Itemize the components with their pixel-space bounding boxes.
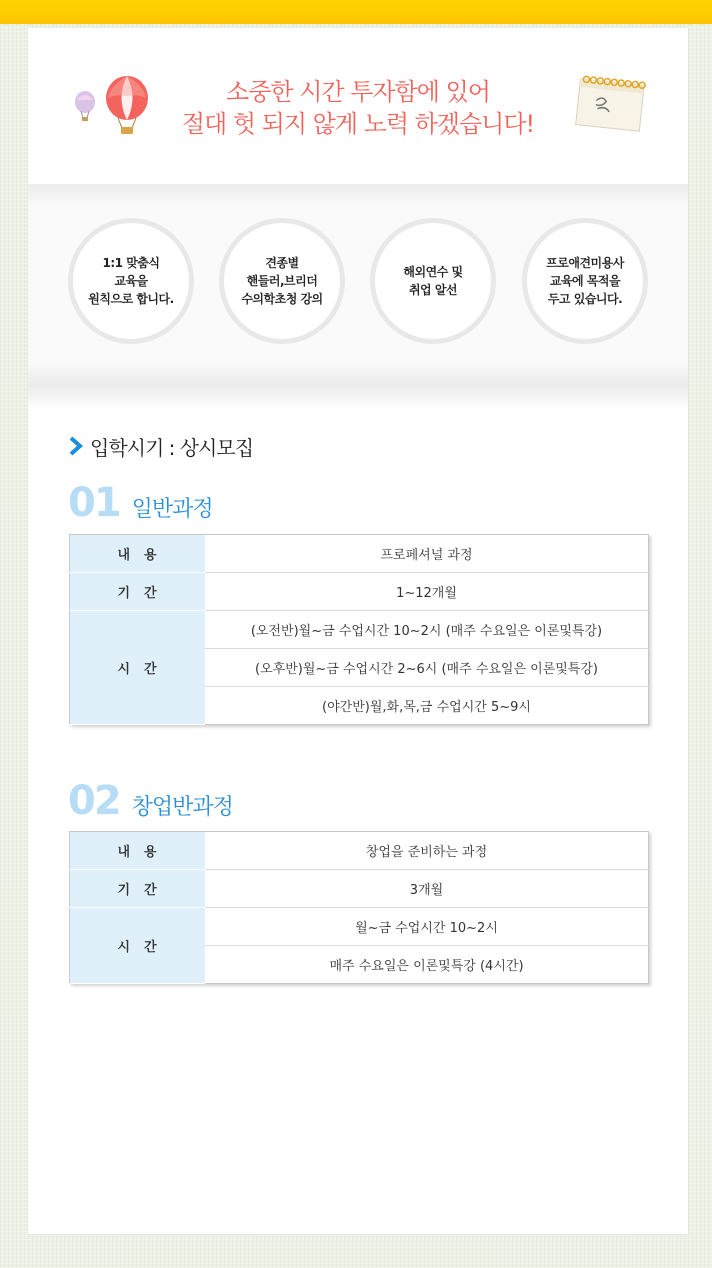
row-value: 매주 수요일은 이론및특강 (4시간) [329, 959, 524, 974]
feature-text-2: 견종별 핸들러,브리더 수의학초청 강의 [241, 256, 323, 306]
feature-circle-4 [522, 218, 648, 344]
section-name: 일반과정 [131, 497, 213, 522]
slogan-line-2: 절대 헛 되지 않게 노력 하겠습니다! [181, 110, 535, 138]
section-title-01 [68, 480, 213, 526]
section-number: 02 [68, 778, 120, 824]
table-row [70, 870, 649, 908]
row-header: 내용 [70, 832, 206, 870]
feature-text-1: 1:1 맞춤식 교육을 원칙으로 합니다. [88, 256, 174, 306]
header [28, 28, 688, 184]
row-header: 기간 [70, 870, 206, 908]
row-header: 시간 [70, 908, 206, 984]
row-value: (오전반)월~금 수업시간 10~2시 (매주 수요일은 이론및특강) [205, 611, 649, 649]
row-value: 3개월 [205, 870, 649, 908]
table-row [70, 611, 649, 649]
row-value: 월~금 수업시간 10~2시 [205, 908, 649, 946]
feature-text-3: 해외연수 및 취업 알선 [403, 265, 463, 297]
row-header: 내용 [70, 535, 206, 573]
intake-text: 입학시기 : 상시모집 [90, 435, 254, 460]
section-number: 01 [68, 480, 120, 526]
feature-text-4: 프로애견미용사 교육에 목적을 두고 있습니다. [546, 256, 624, 306]
row-value: 창업을 준비하는 과정 [205, 832, 649, 870]
section-title-02 [68, 778, 233, 824]
course-table-02 [69, 831, 649, 984]
course-table-01 [69, 534, 649, 725]
slogan-line-1: 소중한 시간 투자함에 있어 [226, 78, 490, 106]
section-name: 창업반과정 [131, 795, 233, 820]
table-row [70, 535, 649, 573]
chevron-right-icon [68, 436, 84, 456]
table-row [70, 832, 649, 870]
notepad-icon [570, 72, 650, 136]
row-value: (오후반)월~금 수업시간 2~6시 (매주 수요일은 이론및특강) [205, 649, 649, 687]
row-value: 프로페셔널 과정 [205, 535, 649, 573]
table-row [70, 573, 649, 611]
intake-heading [68, 432, 253, 460]
row-header: 기간 [70, 573, 206, 611]
feature-circle-2 [219, 218, 345, 344]
row-value: (야간반)월,화,목,금 수업시간 5~9시 [322, 700, 531, 715]
row-header: 시간 [70, 611, 206, 725]
row-value: 1~12개월 [205, 573, 649, 611]
content-paper [28, 28, 688, 1234]
feature-circle-1 [68, 218, 194, 344]
feature-circle-3 [370, 218, 496, 344]
features-shadow [28, 384, 688, 410]
slogan [128, 76, 588, 140]
table-row [70, 908, 649, 946]
features-band [28, 184, 688, 384]
